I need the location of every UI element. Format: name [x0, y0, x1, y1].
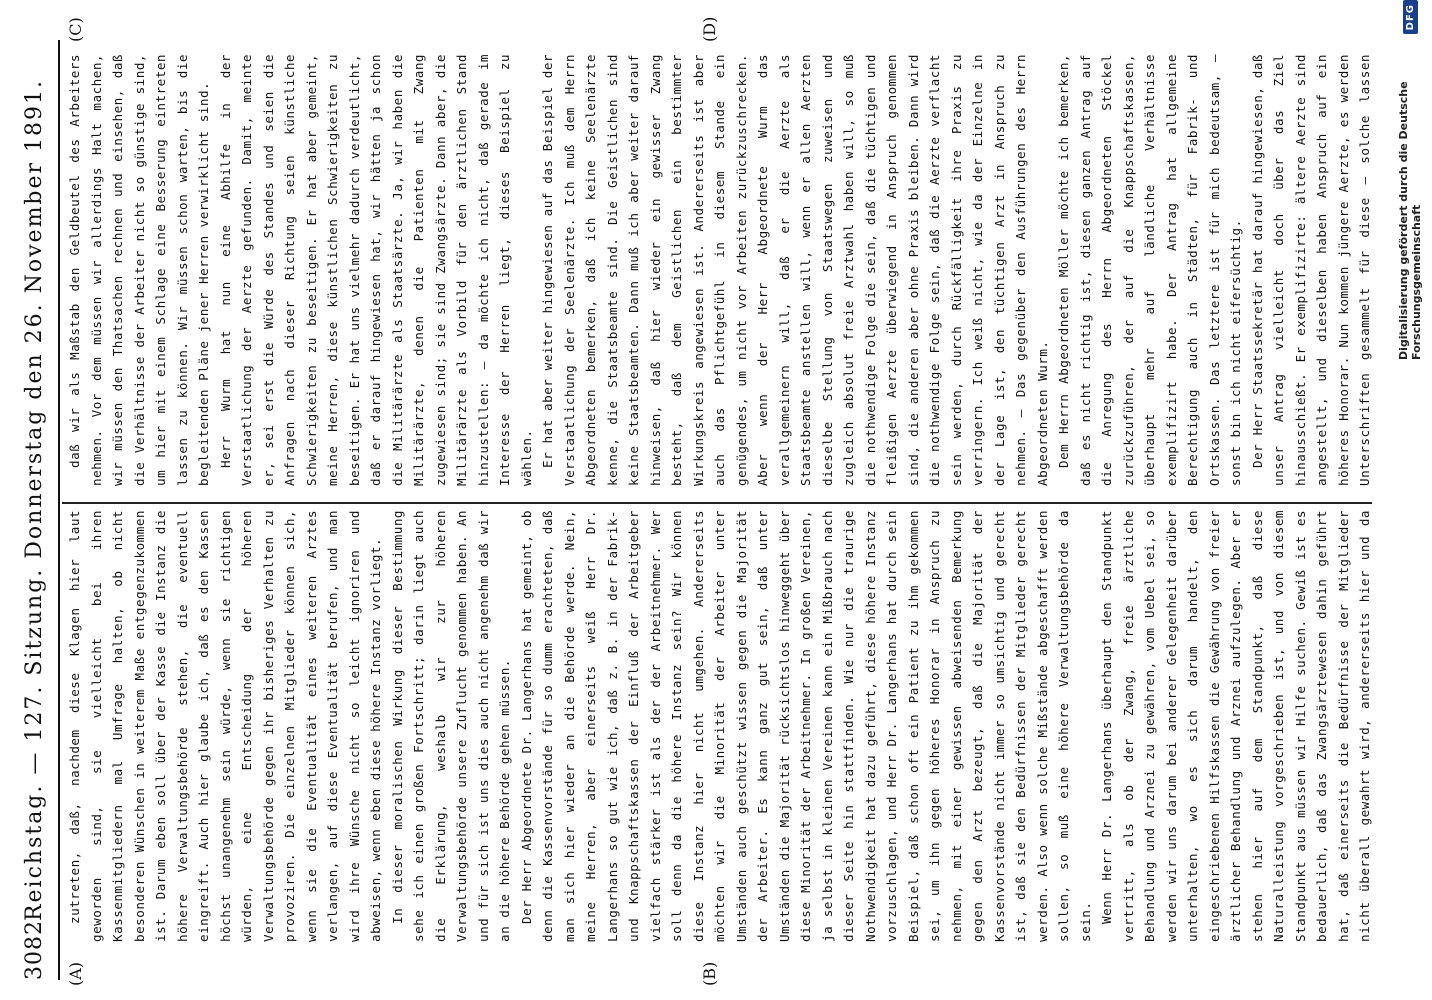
margin-mark-b: (B) — [700, 961, 719, 986]
margin-mark-d: (D) — [700, 16, 719, 42]
right-column — [64, 54, 1374, 486]
column-divider — [62, 502, 1372, 504]
paragraph: In dieser moralischen Wirkung dieser Bestimmung sehe ich einen großen Fortschritt; darin liegt auch die Erklärung, weshalb wir zur höheren Verwaltungsbehörde unsere Zuflucht genommen haben. An und für sich ist uns dies auch nicht angenehm daß wir an die höhere Behörde gehen müssen. — [389, 510, 512, 942]
running-head — [12, 0, 52, 1000]
paragraph: Der Herr Abgeordnete Dr. Langerhans hat gemeint, ob denn die Kassenvorstände für so dumm erachteten, daß man sich hier wieder an die Behörde werde. Nein, meine Herren, aber einerseits weiß Herr Dr. Langerhans so gut wie ich, daß z. B. in der Fabrik- und Knappschaftskassen der Einfluß der Arbeitgeber vielfach stärker ist als der der Arbeitnehmer. Wer soll denn da die höhere Instanz sein? Wir können diese Instanz hier nicht umgehen. Andererseits möchten wir die Minorität der Arbeiter unter Umständen auch geschützt wissen gegen die Majorität der Arbeiter. Es kann ganz gut sein, daß unter Umständen die Majorität rücksichtslos hinweggeht über diese Minorität der Arbeitnehmer. In großen Vereinen, ja selbst in kleinen Vereinen kann ein Mißbrauch nach dieser Seite hin stattfinden. Wie nur die traurige Nothwendigkeit hat dazu geführt, diese höhere Instanz vorzuschlagen, und Herr Dr. Langerhans hat durch sein Beispiel, daß schon oft ein Patient zu ihm gekommen sei, um ihn gegen höheres Honorar in Anspruch zu nehmen, mit einer gewissen abweisenden Bemerkung gegen den Arzt bezeugt, daß die Majorität der Kassenvorstände nicht immer so umsichtig und gerecht ist, daß sie den Bedürfnissen der Mitglieder gerecht werden. Also wenn solche Mißstände abgeschafft werden sollen, so muß eine höhere Verwaltungsbehörde da sein. — [518, 510, 1093, 942]
paragraph: Herr Wurm hat nun eine Abhilfe in der Verstaatlichung der Aerzte gefunden. Damit, meinte er, sei erst die Würde des Standes und seien die Anfragen nach dieser Richtung seien künstliche Schwierigkeiten zu beseitigen. Er hat aber gemeint, meine Herren, diese künstlichen Schwierigkeiten zu beseitigen. Er hat uns vielmehr dadurch verdeutlicht, daß er darauf hingewiesen hat, wir hätten ja schon die Militärärzte als Staatsärzte. Ja, wir haben die Militärärzte, denen die Patienten mit Zwang zugewiesen sind; sie sind Zwangsärzte. Dann aber, die Militärärzte als Vorbild für den ärztlichen Stand hinzustellen: — da möchte ich nicht, daß gerade im Interesse der Herren liegt, dieses Beispiel zu wählen. — [217, 54, 534, 486]
paragraph: zutreten, daß, nachdem diese Klagen hier laut geworden sind, sie vielleicht bei ihren Kassenmitgliedern mal Umfrage halten, ob nicht besonderen Wünschen in weiterem Maße entgegenzukommen ist. Darum eben soll über der Kasse die Instanz die höhere Verwaltungsbehörde stehen, die eventuell eingreift. Auch hier glaube ich, daß es den Kassen höchst unangenehm sein würde, wenn sie richtigen würden, eine Entscheidung der höheren Verwaltungsbehörde gegen ihr bisheriges Verhalten zu provoziren. Die einzelnen Mitglieder können sich, wenn sie die Eventualität eines weiteren Arztes verlangen, auf diese Eventualität berufen, und man wird ihre Wünsche nicht so leicht ignoriren und abweisen, wenn eben diese höhere Instanz vorliegt. — [67, 510, 383, 942]
paragraph: Dem Herrn Abgeordneten Möller möchte ich bemerken, daß es nicht richtig ist, diesen ganzen Antrag auf die Anregung des Herrn Abgeordneten Stöckel zurückzuführen, der auf die Knappschaftskassen, überhaupt mehr auf ländliche Verhältnisse exemplifizirt habe. Der Antrag hat allgemeine Berechtigung auch in Städten, für Fabrik- und Ortskassen. Das letztere ist für mich bedeutsam, — sonst bin ich nicht eifersüchtig. — [1056, 54, 1243, 486]
page-number: 3082 — [22, 920, 47, 980]
paragraph: daß wir als Maßstab den Geldbeutel des Arbeiters nehmen. Vor dem müssen wir allerdings Halt machen, wir müssen den Thatsachen rechnen und einsehen, daß die Verhältnisse der Arbeiter nicht so günstige sind, um hier mit einem Schlage eine Besserung eintreten lassen zu können. Wir müssen schon warten, bis die begleitenden Pläne jener Herren verwirklicht sind. — [67, 54, 211, 486]
paragraph: Der Herr Staatssekretär hat darauf hingewiesen, daß unser Antrag vielleicht doch über das Ziel hinausschießt. Er exemplifizirte: ältere Aerzte sind angestellt, und dieselben haben Anspruch auf ein höheres Honorar. Nun kommen jüngere Aerzte, es werden Unterschriften gesammelt für diese — solche lassen — [1249, 54, 1372, 486]
margin-mark-c: (C) — [66, 17, 85, 42]
page-title: Reichstag. — 127. Sitzung. Donnerstag den 26. November 1891. — [22, 78, 47, 922]
digitization-credit — [1395, 0, 1425, 360]
credit-text: Digitalisierung gefördert durch die Deutsche Forschungsgemeinschaft — [1397, 81, 1423, 360]
margin-mark-a: (A) — [66, 961, 85, 986]
paragraph: Er hat aber weiter hingewiesen auf das Beispiel der Verstaatlichung der Seelenärzte. Ich muß dem Herrn Abgeordneten bemerken, daß ich keine Seelenärzte kenne, die Staatsbeamte sind. Die Geistlichen sind keine Staatsbeamten. Dann muß ich aber weiter darauf hinweisen, daß hier wieder ein gewisser Zwang besteht, daß dem Geistlichen ein bestimmter Wirkungskreis angewiesen ist. Andererseits ist aber auch das Pflichtgefühl in diesem Stande ein genügendes, um nicht vor Arbeiten zurückzuschrecken. Aber wenn der Herr Abgeordnete Wurm das verallgemeinern will, daß er die Aerzte als Staatsbeamte anstellen will, wenn er allen Aerzten dieselbe Stellung von Staatswegen zuweisen und zugleich absolut freie Arztwahl haben will, so muß die nothwendige Folge die sein, daß die tüchtigen und fleißigen Aerzte überwiegend in Anspruch genommen sind, die anderen aber ohne Praxis bleiben. Dann wird die nothwendige Folge sein, daß die Aerzte verflacht sein werden, durch Rückfälligkeit ihre Praxis zu verringern. Ich weiß nicht, wie da der Einzelne in der Lage ist, den tüchtigen Arzt in Anspruch zu nehmen. — Das gegenüber den Ausführungen des Herrn Abgeordneten Wurm. — [540, 54, 1050, 486]
left-column — [64, 510, 1374, 942]
paragraph: Wenn Herr Dr. Langerhans überhaupt den Standpunkt vertritt, als ob der Zwang, freie ärztliche Behandlung und Arznei zu gewähren, vom Uebel sei, so werden wir uns darum bei anderer Gelegenheit darüber unterhalten, wo es sich darum handelt, den eingeschriebenen Hilfskassen die Gewährung von freier ärztlicher Behandlung und Arznei aufzulegen. Aber er stehen hier auf dem Standpunkt, daß diese Naturalleistung vorgeschrieben ist, und von diesem Standpunkt aus müssen wir Hilfe suchen. Gewiß ist es bedauerlich, daß das Zwangsärztewesen dahin geführt hat, daß einerseits die Bedürfnisse der Mitglieder nicht überall gewahrt wird, andererseits hier und da — [1099, 510, 1372, 942]
header-rule — [58, 40, 60, 980]
dfg-logo: DFG — [1403, 0, 1418, 34]
